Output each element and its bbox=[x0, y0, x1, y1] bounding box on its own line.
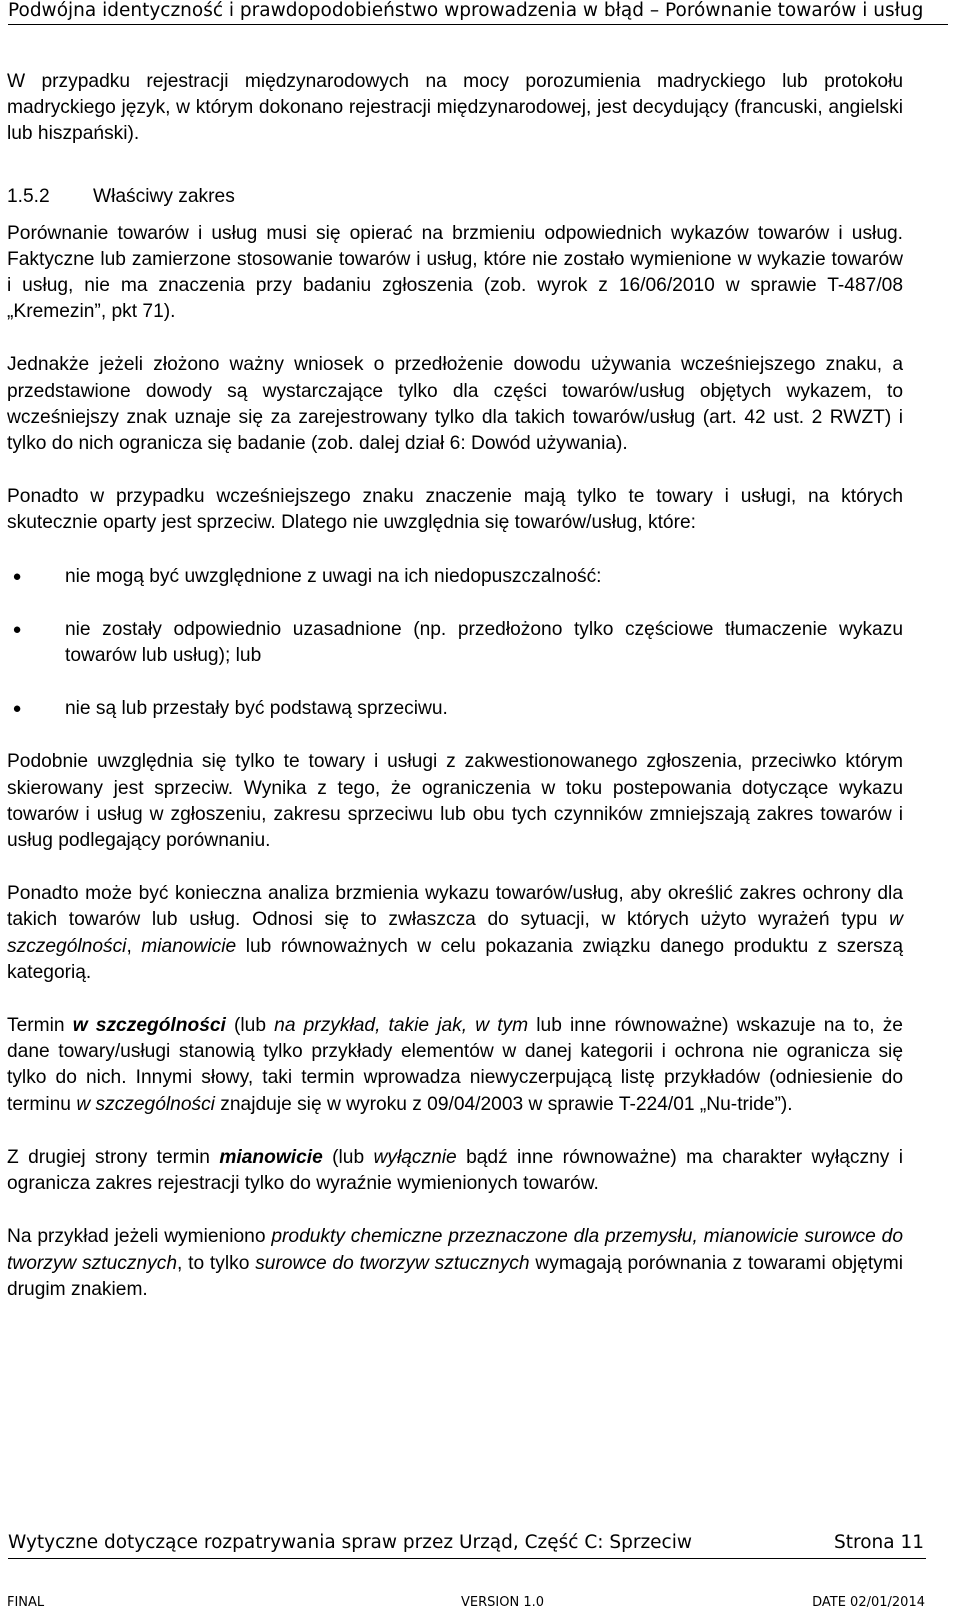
header-title: Podwójna identyczność i prawdopodobieństwo wprowadzenia w błąd – Porównanie towarów i usług bbox=[8, 0, 924, 21]
paragraph-madrid-language: W przypadku rejestracji międzynarodowych na mocy porozumienia madryckiego lub protokołu madryckiego język, w którym dokonano rejestracji międzynarodowej, jest decydujący (francuski, angielski lub hiszpański). bbox=[7, 71, 903, 145]
page-footer bbox=[8, 1528, 926, 1559]
running-header bbox=[8, 0, 948, 25]
section-number: 1.5.2 bbox=[7, 185, 50, 207]
list-item-text: nie mogą być uwzględnione z uwagi na ich niedopuszczalność: bbox=[65, 565, 602, 587]
section-heading bbox=[7, 184, 903, 210]
paragraph-scope: Porównanie towarów i usług musi się opierać na brzmieniu odpowiednich wykazów towarów i usług. Faktyczne lub zamierzone stosowanie towarów i usług, które nie zostało wymienione w wykazie towarów i usług, nie ma znaczenia przy badaniu zgłoszenia (zob. wyrok z 16/06/2010 w sprawie T-487/08 „Kremezin”, pkt 71). bbox=[7, 222, 903, 323]
paragraph-wording-analysis: Ponadto może być konieczna analiza brzmienia wykazu towarów/usług, aby określić zakres ochrony dla takich towarów lub usług. Odnosi się to zwłaszcza do sytuacji, w których użyto wyrażeń typu w szczególności, mianowicie lub równoważnych w celu pokazania związku danego produktu z szerszą kategorią. bbox=[7, 883, 903, 983]
page-number: Strona 11 bbox=[834, 1532, 924, 1553]
footer-version: VERSION 1.0 bbox=[461, 1595, 544, 1610]
bullet-icon: ● bbox=[12, 700, 22, 718]
paragraph-contested-application: Podobnie uwzględnia się tylko te towary i usługi z zakwestionowanego zgłoszenia, przeciwko którym skierowany jest sprzeciw. Wynika z tego, że ograniczenia w toku postepowania dotyczące wykazu towarów i usług w zgłoszeniu, zakresu sprzeciwu lub obu tych czynników zmniejszają zakres towarów i usług podlegający porównaniu. bbox=[7, 751, 903, 852]
paragraph-proof-of-use: Jednakże jeżeli złożono ważny wniosek o przedłożenie dowodu używania wcześniejszego znaku, a przedstawione dowody są wystarczające tylko dla części towarów/usług objętych wykazem, to wcześniejszy znak uznaje się za zarejestrowany tylko dla takich towarów/usług (art. 42 ust. 2 RWZT) i tylko do nich ogranicza się badanie (zob. dalej dział 6: Dowód używania). bbox=[7, 354, 903, 455]
document-body bbox=[7, 69, 903, 1330]
list-item bbox=[7, 617, 903, 669]
list-item-text: nie są lub przestały być podstawą sprzeciwu. bbox=[65, 698, 448, 720]
list-item-text: nie zostały odpowiednio uzasadnione (np. przedłożono tylko częściowe tłumaczenie wykazu towarów lub usług); lub bbox=[65, 618, 903, 667]
paragraph-earlier-mark: Ponadto w przypadku wcześniejszego znaku znaczenie mają tylko te towary i usługi, na których skutecznie oparty jest sprzeciw. Dlatego nie uwzględnia się towarów/usług, które: bbox=[7, 486, 903, 534]
paragraph-in-particular: Termin w szczególności (lub na przykład, takie jak, w tym lub inne równoważne) wskazuje na to, że dane towary/usługi stanowią tylko przykłady elementów w danej kategorii i ochrona nie ogranicza się tylko do nich. Innymi słowy, taki termin wprowadza niewyczerpującą listę przykładów (odniesienie do terminu w szczególności znajduje się w wyroku z 09/04/2003 w sprawie T-224/01 „Nu-tride”). bbox=[7, 1015, 903, 1115]
footer-date: DATE 02/01/2014 bbox=[812, 1595, 925, 1610]
bullet-icon: ● bbox=[12, 567, 22, 585]
footer-status: FINAL bbox=[7, 1595, 45, 1610]
bullet-icon: ● bbox=[12, 620, 22, 638]
footer-meta bbox=[7, 1593, 925, 1615]
section-title: Właściwy zakres bbox=[93, 185, 235, 207]
paragraph-namely: Z drugiej strony termin mianowicie (lub wyłącznie bądź inne równoważne) ma charakter wyłączny i ogranicza zakres rejestracji tylko do wyraźnie wymienionych towarów. bbox=[7, 1146, 903, 1195]
paragraph-example: Na przykład jeżeli wymieniono produkty chemiczne przeznaczone dla przemysłu, mianowicie surowce do tworzyw sztucznych, to tylko surowce do tworzyw sztucznych wymagają porównania z towarami objętymi drugim znakiem. bbox=[7, 1226, 904, 1300]
bullet-list bbox=[7, 564, 903, 723]
list-item bbox=[7, 696, 903, 722]
list-item bbox=[7, 564, 903, 590]
footer-document-title: Wytyczne dotyczące rozpatrywania spraw przez Urząd, Część C: Sprzeciw bbox=[8, 1532, 692, 1553]
